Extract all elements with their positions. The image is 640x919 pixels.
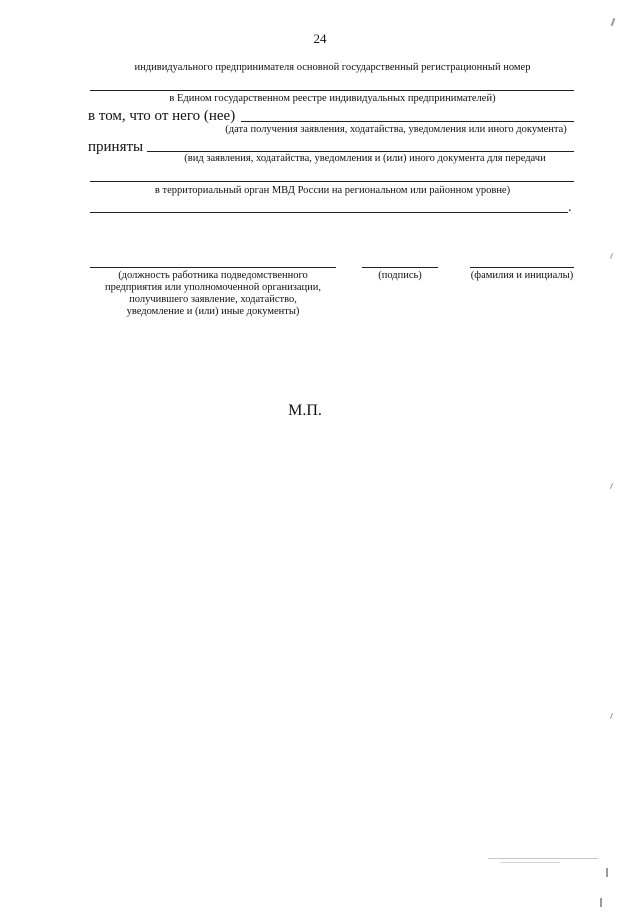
scan-speck [611, 18, 616, 26]
position-caption-line4: уведомление и (или) иные документы) [126, 306, 300, 317]
scan-speck [606, 868, 608, 877]
name-line [470, 267, 574, 268]
blank-line-2 [90, 181, 574, 182]
position-caption-line2: предприятия или уполномоченной организации, [105, 282, 321, 293]
received-date-caption: (дата получения заявления, ходатайства, уведомления или иного документа) [225, 124, 567, 135]
egrip-caption: в Едином государственном реестре индивидуальных предпринимателей) [169, 93, 496, 104]
document-type-caption: (вид заявления, ходатайства, уведомления и (или) иного документа для передачи [184, 153, 546, 164]
signature-line [362, 267, 438, 268]
page-number: 24 [313, 31, 327, 46]
scan-speck [610, 713, 613, 719]
received-from-label: в том, что от него (нее) [88, 108, 236, 124]
stamp-place-label: М.П. [288, 402, 322, 419]
accepted-label: приняты [88, 139, 144, 155]
ogrnip-caption: индивидуального предпринимателя основной государственный регистрационный номер [134, 62, 531, 73]
scan-speck [610, 483, 613, 489]
signature-caption: (подпись) [378, 270, 422, 281]
scan-speck [600, 898, 602, 907]
document-type-line [147, 151, 574, 152]
position-line [90, 267, 336, 268]
position-caption [90, 270, 336, 318]
scan-speck [488, 858, 598, 859]
territorial-organ-caption: в территориальный орган МВД России на региональном или районном уровне) [154, 185, 511, 196]
scan-speck [500, 862, 560, 863]
scan-speck [610, 253, 613, 259]
blank-line-1 [90, 90, 574, 91]
blank-line-3 [90, 212, 568, 213]
line-end-period: . [568, 200, 572, 215]
received-date-line [241, 121, 574, 122]
name-caption: (фамилия и инициалы) [470, 270, 574, 281]
position-caption-line3: получившего заявление, ходатайство, [129, 294, 297, 305]
position-caption-line1: (должность работника подведомственного [118, 270, 308, 281]
